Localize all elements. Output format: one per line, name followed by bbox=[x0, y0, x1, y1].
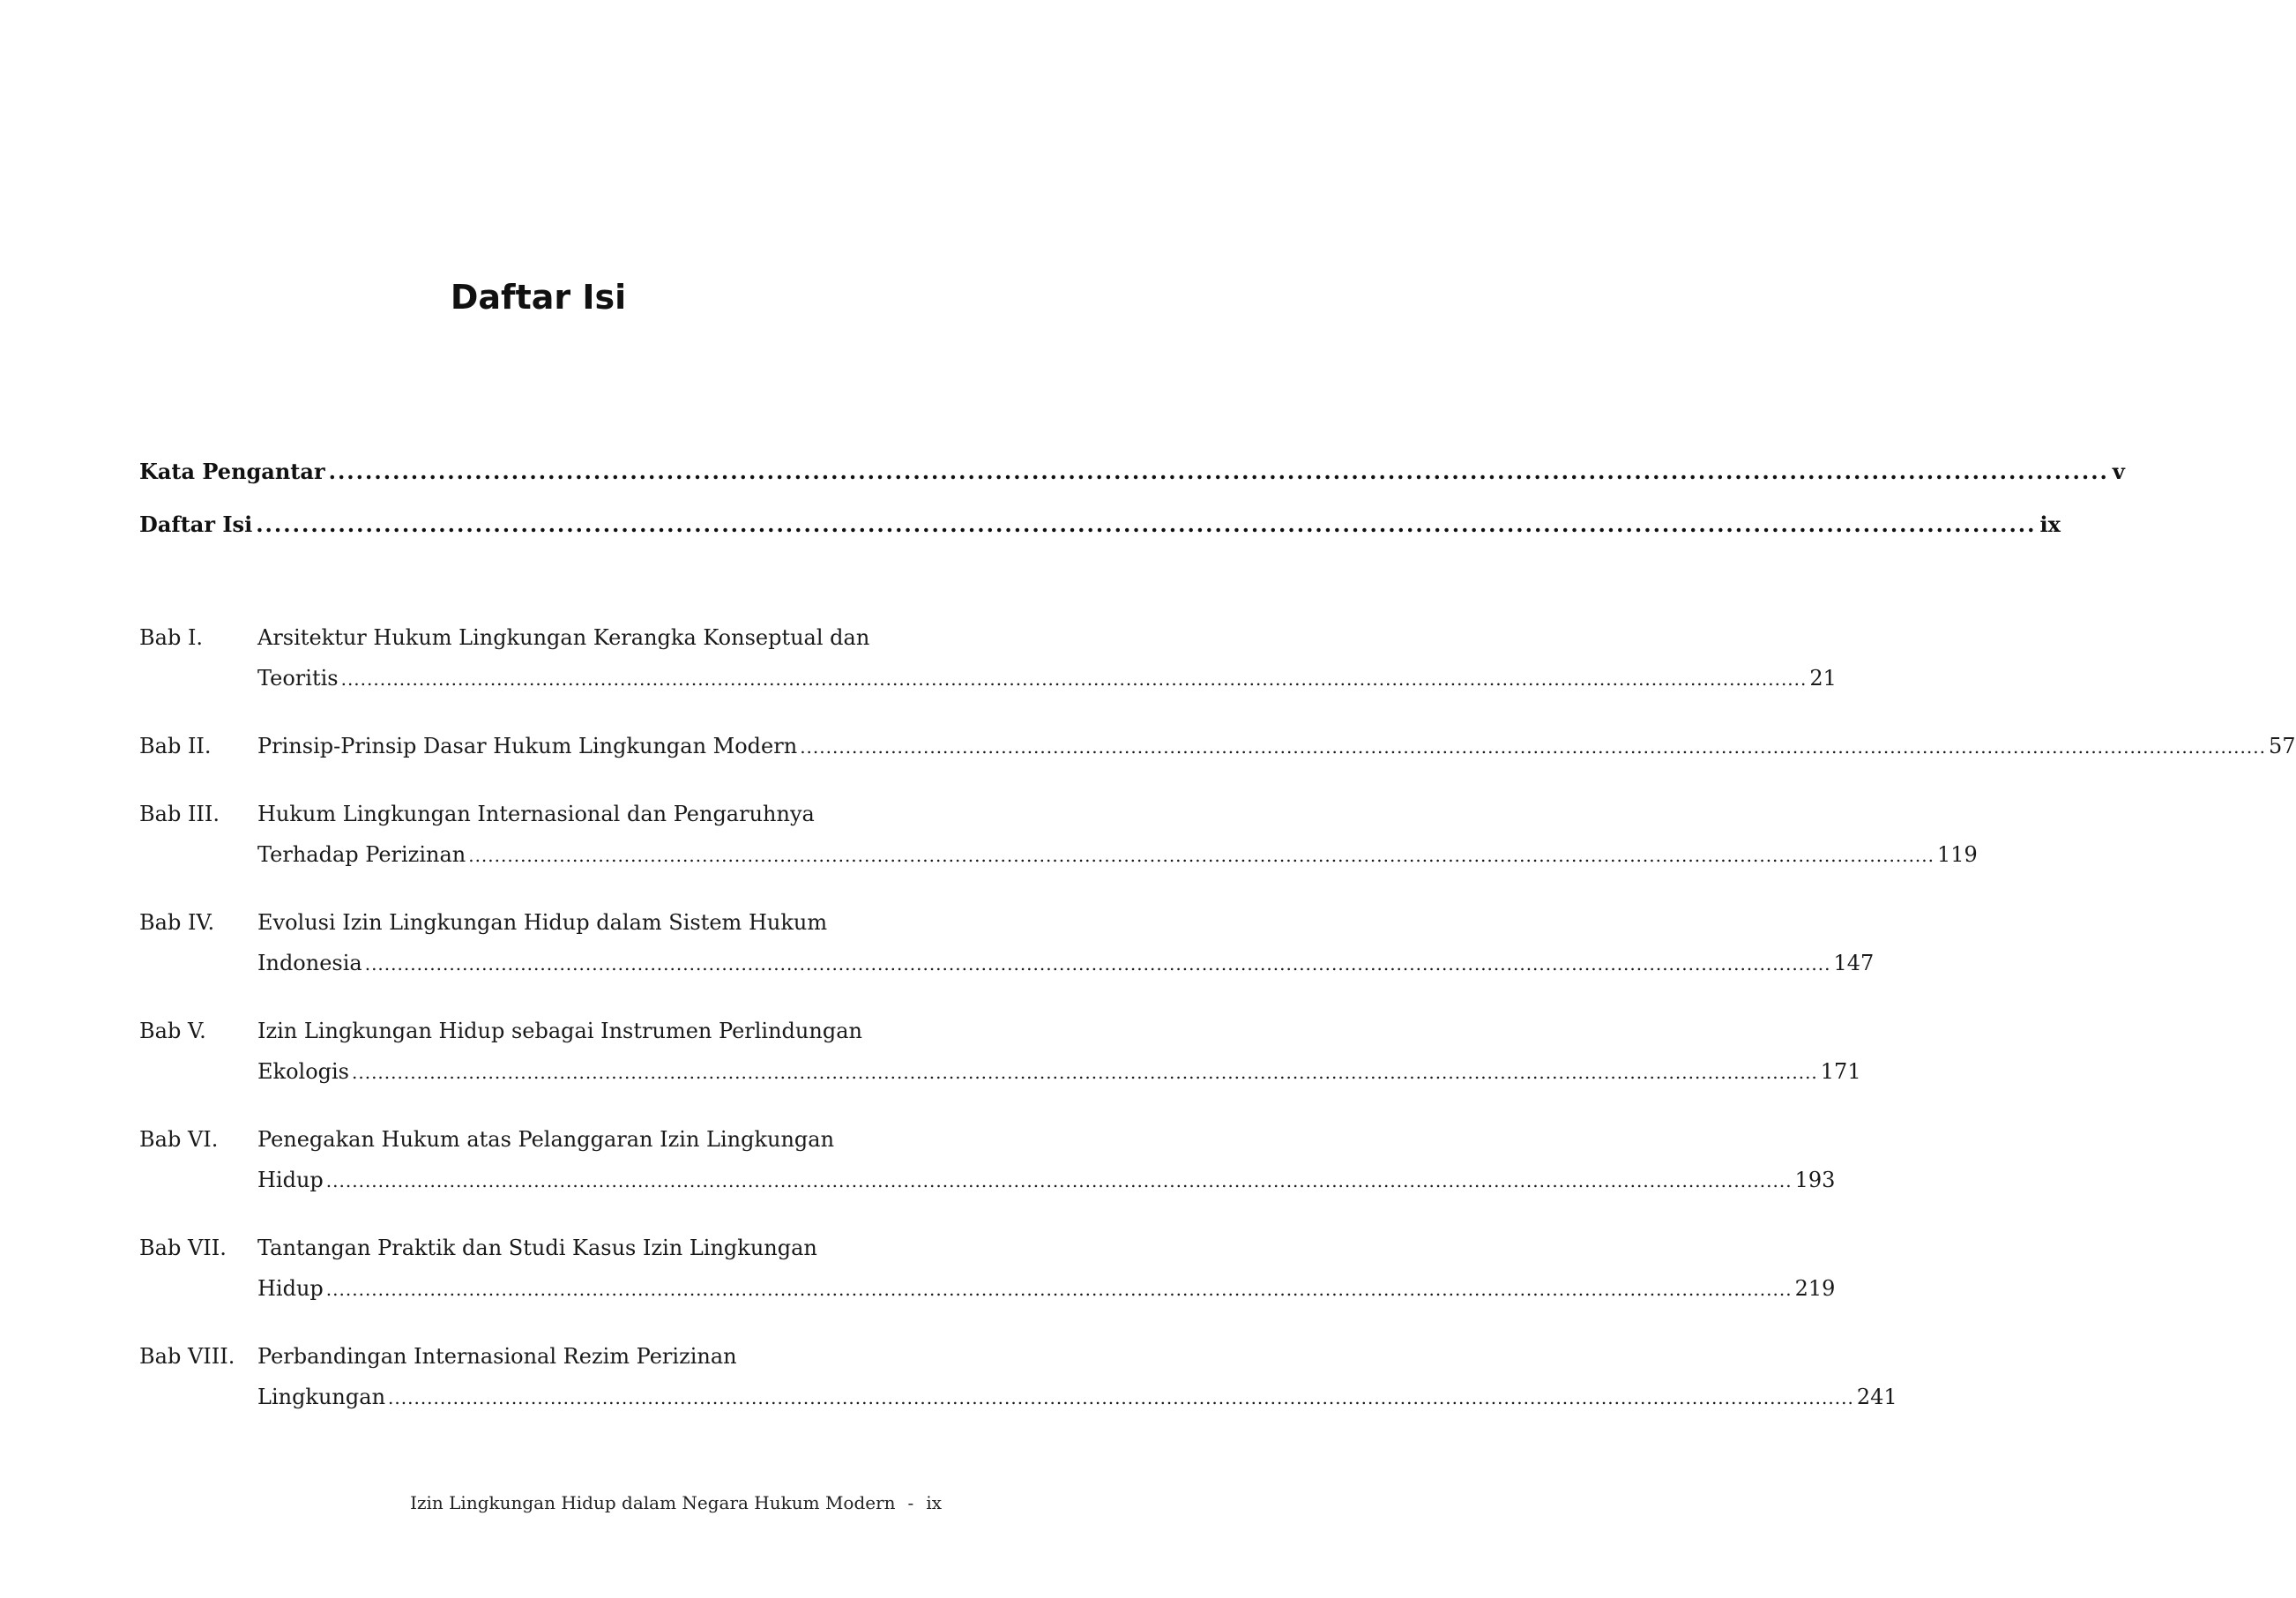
chapter-title-line2: Lingkungan bbox=[257, 1385, 386, 1409]
running-footer bbox=[410, 1492, 942, 1513]
page-title: Daftar Isi bbox=[450, 278, 627, 317]
dot-leader bbox=[329, 459, 2109, 484]
chapter-entry-6[interactable] bbox=[139, 1119, 1836, 1201]
chapter-page: 119 bbox=[1937, 842, 1978, 867]
chapter-page: 241 bbox=[1856, 1385, 1897, 1409]
chapter-entry-2[interactable] bbox=[139, 726, 2296, 767]
dot-leader bbox=[365, 944, 1831, 984]
dot-leader bbox=[800, 727, 2266, 767]
chapter-number: Bab VII. bbox=[139, 1236, 227, 1260]
chapter-number: Bab IV. bbox=[139, 910, 215, 935]
chapter-title-line2: Hidup bbox=[257, 1168, 324, 1192]
dot-leader bbox=[341, 659, 1808, 699]
chapter-entry-7[interactable] bbox=[139, 1228, 1836, 1310]
toc-entry-daftar-isi[interactable] bbox=[139, 512, 2061, 564]
chapter-title-line1: Evolusi Izin Lingkungan Hidup dalam Sistem Hukum bbox=[257, 910, 828, 935]
chapter-list bbox=[139, 617, 2296, 1445]
dot-leader bbox=[326, 1161, 1793, 1201]
chapter-entry-5[interactable] bbox=[139, 1011, 1861, 1093]
chapter-title-line2: Ekologis bbox=[257, 1059, 349, 1084]
dot-leader bbox=[352, 1052, 1818, 1093]
chapter-number: Bab I. bbox=[139, 625, 204, 650]
chapter-entry-8[interactable] bbox=[139, 1336, 1897, 1418]
chapter-title-line1: Tantangan Praktik dan Studi Kasus Izin Lingkungan bbox=[257, 1236, 817, 1260]
chapter-page: 219 bbox=[1794, 1276, 1836, 1301]
dot-leader bbox=[468, 835, 1934, 876]
chapter-title-line1: Hukum Lingkungan Internasional dan Pengaruhnya bbox=[257, 802, 815, 826]
chapter-page: 171 bbox=[1820, 1059, 1861, 1084]
chapter-title-line2: Terhadap Perizinan bbox=[257, 842, 466, 867]
chapter-page: 57 bbox=[2268, 734, 2296, 758]
toc-entry-page: v bbox=[2112, 459, 2125, 484]
dot-leader bbox=[256, 512, 2036, 537]
front-matter-list bbox=[139, 459, 2125, 564]
chapter-title-line2: Hidup bbox=[257, 1276, 324, 1301]
dot-leader bbox=[326, 1269, 1793, 1310]
chapter-title: Prinsip-Prinsip Dasar Hukum Lingkungan Modern bbox=[257, 734, 798, 758]
footer-separator: - bbox=[907, 1492, 914, 1513]
chapter-title-line1: Perbandingan Internasional Rezim Perizinan bbox=[257, 1344, 737, 1369]
toc-entry-label: Kata Pengantar bbox=[139, 459, 325, 484]
chapter-number: Bab II. bbox=[139, 734, 212, 758]
chapter-entry-3[interactable] bbox=[139, 794, 1978, 876]
chapter-entry-1[interactable] bbox=[139, 617, 1837, 699]
chapter-number: Bab III. bbox=[139, 802, 220, 826]
chapter-title-line2: Indonesia bbox=[257, 951, 362, 975]
chapter-number: Bab V. bbox=[139, 1019, 206, 1043]
dot-leader bbox=[388, 1378, 1854, 1418]
chapter-page: 193 bbox=[1794, 1168, 1836, 1192]
toc-entry-page: ix bbox=[2039, 512, 2061, 537]
chapter-title-line1: Arsitektur Hukum Lingkungan Kerangka Konseptual dan bbox=[257, 625, 870, 650]
footer-book-title: Izin Lingkungan Hidup dalam Negara Hukum Modern bbox=[410, 1492, 896, 1513]
chapter-title-line1: Penegakan Hukum atas Pelanggaran Izin Lingkungan bbox=[257, 1127, 835, 1152]
chapter-number: Bab VI. bbox=[139, 1127, 219, 1152]
toc-entry-kata-pengantar[interactable] bbox=[139, 459, 2125, 512]
toc-entry-label: Daftar Isi bbox=[139, 512, 253, 537]
chapter-entry-4[interactable] bbox=[139, 902, 1875, 984]
chapter-title-line1: Izin Lingkungan Hidup sebagai Instrumen Perlindungan bbox=[257, 1019, 862, 1043]
chapter-number: Bab VIII. bbox=[139, 1344, 235, 1369]
chapter-page: 147 bbox=[1833, 951, 1875, 975]
footer-page-number: ix bbox=[926, 1492, 942, 1513]
chapter-title-line2: Teoritis bbox=[257, 666, 339, 691]
chapter-page: 21 bbox=[1809, 666, 1837, 691]
